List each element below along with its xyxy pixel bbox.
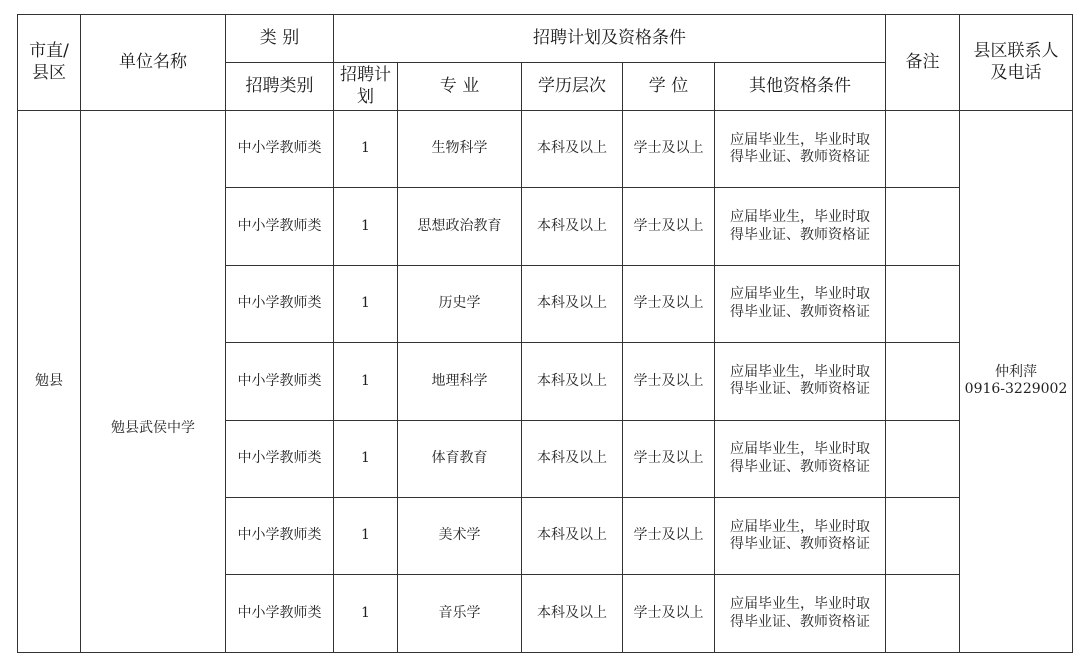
contact-cell [960, 111, 1073, 653]
major-cell: 体育教育 [398, 420, 522, 497]
recruit-type-cell: 中小学教师类 [226, 265, 334, 342]
plan-count-cell: 1 [334, 111, 398, 188]
plan-count-cell: 1 [334, 343, 398, 420]
condition-cell: 应届毕业生，毕业时取 得毕业证、教师资格证 [715, 420, 886, 497]
degree-cell: 学士及以上 [623, 111, 715, 188]
education-cell: 本科及以上 [522, 265, 623, 342]
header-plan-conditions: 招聘计划及资格条件 [334, 15, 886, 63]
condition-cell: 应届毕业生，毕业时取 得毕业证、教师资格证 [715, 265, 886, 342]
education-cell: 本科及以上 [522, 188, 623, 265]
degree-cell: 学士及以上 [623, 265, 715, 342]
degree-cell: 学士及以上 [623, 343, 715, 420]
degree-cell: 学士及以上 [623, 497, 715, 574]
major-cell: 美术学 [398, 497, 522, 574]
remark-cell [886, 343, 960, 420]
major-cell: 地理科学 [398, 343, 522, 420]
major-cell: 生物科学 [398, 111, 522, 188]
major-cell: 历史学 [398, 265, 522, 342]
header-recruit-type: 招聘类别 [226, 63, 334, 111]
condition-cell: 应届毕业生，毕业时取 得毕业证、教师资格证 [715, 575, 886, 652]
education-cell: 本科及以上 [522, 497, 623, 574]
recruitment-table [17, 14, 1073, 653]
header-category: 类 别 [226, 15, 334, 63]
plan-count-cell: 1 [334, 575, 398, 652]
unit-name-cell: 勉县武侯中学 [81, 111, 226, 653]
header-region: 市直/ 县区 [18, 15, 81, 111]
major-cell: 思想政治教育 [398, 188, 522, 265]
contact-name: 仲利萍 [995, 363, 1038, 380]
condition-cell: 应届毕业生，毕业时取 得毕业证、教师资格证 [715, 188, 886, 265]
condition-cell: 应届毕业生，毕业时取 得毕业证、教师资格证 [715, 497, 886, 574]
remark-cell [886, 111, 960, 188]
degree-cell: 学士及以上 [623, 420, 715, 497]
remark-cell [886, 420, 960, 497]
header-remarks: 备注 [886, 15, 960, 111]
contact-phone: 0916-3229002 [964, 381, 1068, 398]
degree-cell: 学士及以上 [623, 188, 715, 265]
region-cell: 勉县 [18, 111, 81, 653]
recruit-type-cell: 中小学教师类 [226, 497, 334, 574]
recruit-type-cell: 中小学教师类 [226, 188, 334, 265]
remark-cell [886, 188, 960, 265]
recruit-type-cell: 中小学教师类 [226, 111, 334, 188]
education-cell: 本科及以上 [522, 420, 623, 497]
plan-count-cell: 1 [334, 497, 398, 574]
remark-cell [886, 265, 960, 342]
degree-cell: 学士及以上 [623, 575, 715, 652]
recruit-type-cell: 中小学教师类 [226, 420, 334, 497]
plan-count-cell: 1 [334, 188, 398, 265]
header-degree: 学 位 [623, 63, 715, 111]
header-major: 专 业 [398, 63, 522, 111]
recruit-type-cell: 中小学教师类 [226, 343, 334, 420]
recruit-type-cell: 中小学教师类 [226, 575, 334, 652]
header-other-conditions: 其他资格条件 [715, 63, 886, 111]
table-row [18, 111, 1073, 188]
plan-count-cell: 1 [334, 420, 398, 497]
education-cell: 本科及以上 [522, 575, 623, 652]
condition-cell: 应届毕业生，毕业时取 得毕业证、教师资格证 [715, 343, 886, 420]
plan-count-cell: 1 [334, 265, 398, 342]
header-row-1 [18, 15, 1073, 63]
education-cell: 本科及以上 [522, 343, 623, 420]
header-contact: 县区联系人 及电话 [960, 15, 1073, 111]
condition-cell: 应届毕业生，毕业时取 得毕业证、教师资格证 [715, 111, 886, 188]
header-unit-name: 单位名称 [81, 15, 226, 111]
major-cell: 音乐学 [398, 575, 522, 652]
remark-cell [886, 575, 960, 652]
header-plan-count: 招聘计 划 [334, 63, 398, 111]
remark-cell [886, 497, 960, 574]
education-cell: 本科及以上 [522, 111, 623, 188]
header-education: 学历层次 [522, 63, 623, 111]
